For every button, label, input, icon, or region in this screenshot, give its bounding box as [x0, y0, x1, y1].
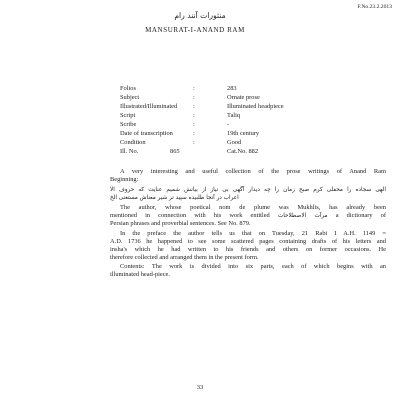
detail-label: Folios: [120, 85, 136, 92]
contents-line: Contents: The work is divided into six parts, each of which begins with an: [120, 263, 386, 270]
detail-value: Ornate prose: [227, 94, 260, 101]
cat-no-value: Cat.No. 882: [227, 148, 259, 155]
preface-line: insha's which he had written to his friends and others on former occasions. He: [110, 246, 386, 253]
beginning-persian-line: الهی سجاده را محفلی کرم صبح زمان را چه دیدار آگهی بی نیاز از بیانش شمیم عنایت که حروف الا: [110, 187, 386, 193]
detail-separator: :: [193, 112, 195, 119]
detail-label: Date of transcription: [120, 130, 173, 137]
detail-label: Condition: [120, 139, 146, 146]
preface-line: In the preface the author tells us that on Tuesday, 21 Rabi I A.H. 1149 =: [120, 230, 386, 237]
intro-line: A very interesting and useful collection of the prose writings of Anand Ram: [120, 168, 386, 175]
detail-value: 19th century: [227, 130, 260, 137]
file-number: F.No.23.2.2013: [357, 4, 392, 10]
detail-separator: :: [193, 103, 195, 110]
author-line: The author, whose poetical nom de plume was Mukhlis, has already been: [120, 204, 386, 211]
ill-no-value: 865: [170, 148, 180, 155]
detail-separator: :: [193, 139, 195, 146]
detail-separator: :: [193, 130, 195, 137]
beginning-persian-line: اعراب در آنجا طلبیده سپید تر شیر معناش مستغنی الخ: [110, 195, 239, 201]
detail-label: Illustrated/Illuminated: [120, 103, 178, 110]
author-line: Persian phrases and proverbial sentences. See No. 879.: [110, 220, 251, 227]
detail-value: Taliq: [227, 112, 241, 119]
title-persian: منثورات آنند رام: [174, 11, 226, 20]
detail-label: Subject: [120, 94, 140, 101]
detail-label: Scribe: [120, 121, 137, 128]
ill-no-label: Ill. No.: [120, 148, 139, 155]
work-title-persian: مرآت الاصطلاحات: [277, 213, 328, 219]
title-roman: MANSURAT-I-ANAND RAM: [145, 26, 245, 34]
preface-line: therefore collected and arranged them in the present form.: [110, 254, 259, 261]
author-line: [110, 212, 386, 220]
page-number: 33: [196, 384, 204, 391]
detail-separator: :: [193, 85, 195, 92]
detail-value: -: [227, 121, 230, 128]
author-line-text: a dictionary of: [335, 212, 386, 219]
beginning-label: Beginning:: [110, 176, 139, 183]
contents-line: illuminated head-piece.: [110, 271, 170, 278]
detail-separator: :: [193, 121, 195, 128]
detail-value: Illuminated headpiece: [227, 103, 284, 110]
detail-value: 283: [227, 85, 237, 92]
detail-separator: :: [193, 94, 195, 101]
detail-label: Script: [120, 112, 136, 119]
author-line-text: mentioned in connection with his work entitled: [110, 212, 270, 219]
detail-value: Good: [227, 139, 242, 146]
preface-line: A.D. 1736 he happened to see some scattered pages containing drafts of his letters and: [110, 238, 386, 245]
